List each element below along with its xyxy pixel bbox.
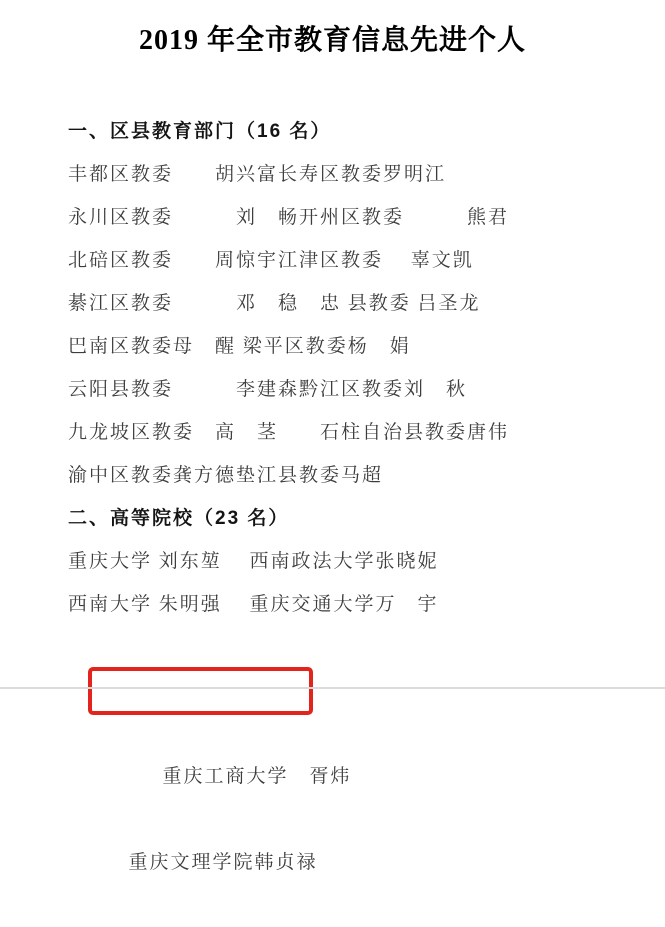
award-row-district-6: 云阳县教委 李建森黔江区教委刘 秋 xyxy=(68,379,468,400)
award-row-district-8: 渝中区教委龚方德垫江县教委马超 xyxy=(68,465,384,486)
document-title: 2019 年全市教育信息先进个人 xyxy=(138,25,526,56)
award-row-university-2: 西南大学 朱明强 重庆交通大学万 宇 xyxy=(68,594,439,615)
award-row-district-4: 綦江区教委 邓 稳 忠 县教委 吕圣龙 xyxy=(68,293,481,314)
award-entry-after-highlight: 重庆文理学院韩贞禄 xyxy=(128,852,318,873)
award-row-district-2: 永川区教委 刘 畅开州区教委 熊君 xyxy=(68,207,510,228)
award-row-university-3 xyxy=(68,626,649,873)
award-row-district-7: 九龙坡区教委 高 茎 石柱自治县教委唐伟 xyxy=(68,422,510,443)
highlight-box xyxy=(88,667,313,715)
award-row-district-1: 丰都区教委 胡兴富长寿区教委罗明江 xyxy=(68,164,447,185)
award-row-district-5: 巴南区教委母 醒 梁平区教委杨 娟 xyxy=(68,336,411,357)
document-body xyxy=(68,110,649,873)
section-2-heading: 二、高等院校（23 名） xyxy=(68,508,290,529)
section-1-heading: 一、区县教育部门（16 名） xyxy=(68,121,332,142)
page-bottom-divider xyxy=(0,687,665,689)
highlighted-entry-text: 重庆工商大学 胥炜 xyxy=(162,766,352,787)
highlighted-entry xyxy=(109,669,352,841)
award-row-university-1: 重庆大学 刘东堃 西南政法大学张晓妮 xyxy=(68,551,439,572)
award-row-district-3: 北碚区教委 周惊宇江津区教委 辜文凯 xyxy=(68,250,474,271)
